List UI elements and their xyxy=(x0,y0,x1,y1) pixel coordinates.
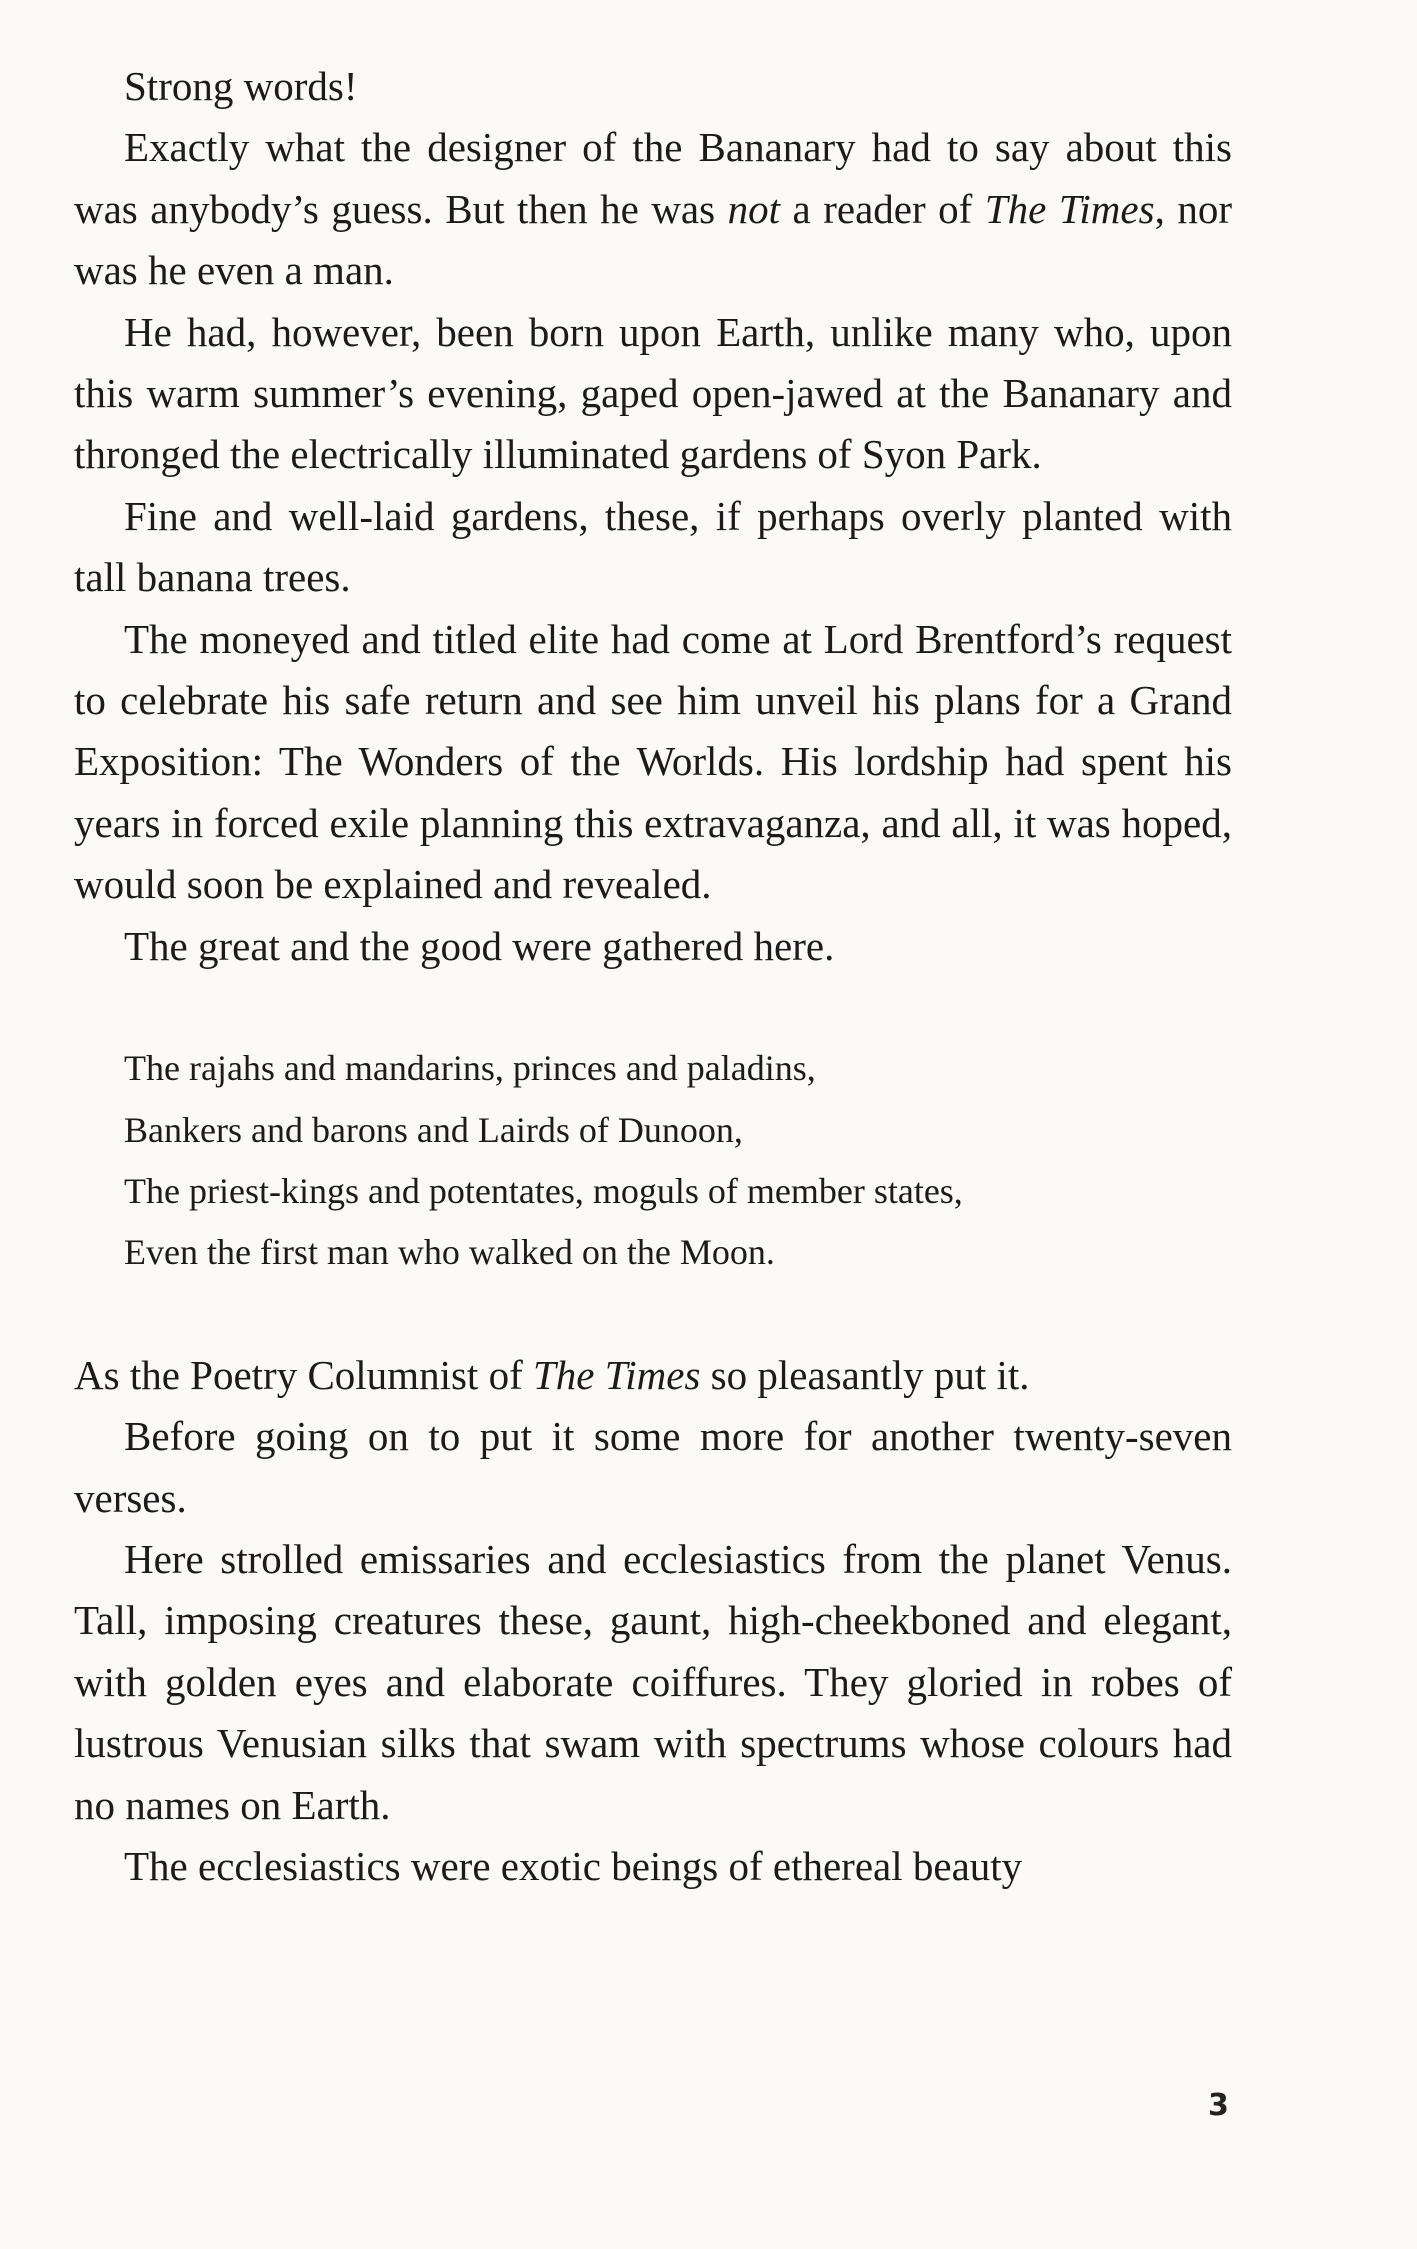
text-run: so pleasantly put it. xyxy=(700,1351,1030,1398)
page-number: 3 xyxy=(1208,2088,1229,2123)
text-run: , nor was he even a man. xyxy=(74,185,1233,294)
verse-line: Bankers and barons and Lairds of Dunoon, xyxy=(124,1109,743,1150)
paragraph: He had, however, been born upon Earth, unlike many who, upon this warm summer’s evening, gaped open-jawed at the Bananary and thronged the electrically illuminated gardens of Syon Park. xyxy=(74,308,1232,478)
publication-title: The Times xyxy=(984,185,1155,232)
verse-stanza xyxy=(124,1038,1232,1284)
publication-title: The Times xyxy=(532,1351,701,1398)
emphasis: not xyxy=(727,185,781,232)
paragraph xyxy=(74,1345,1232,1406)
verse-line: The rajahs and mandarins, princes and paladins, xyxy=(124,1048,816,1089)
paragraph: Strong words! xyxy=(124,63,358,109)
paragraph: Before going on to put it some more for another twenty-seven verses. xyxy=(74,1413,1232,1521)
text-run: Exactly what the designer of the Bananary had to say about this was anybody’s guess. But then he was xyxy=(74,124,1232,232)
paragraph: The great and the good were gathered here. xyxy=(124,922,835,969)
paragraph: The moneyed and titled elite had come at Lord Brentford’s request to celebrate his safe return and see him unveil his plans for a Grand Exposition: The Wonders of the Worlds. His lordship had spent his years in forced exile planning this extravaganza, and all, it was hoped, would soon be explained and revealed. xyxy=(74,615,1232,908)
verse-line: Even the first man who walked on the Moon. xyxy=(124,1232,775,1273)
text-run: a reader of xyxy=(780,185,985,232)
body-text xyxy=(74,56,1232,1897)
paragraph: Fine and well-laid gardens, these, if perhaps overly planted with tall banana trees. xyxy=(74,492,1232,601)
paragraph: Here strolled emissaries and ecclesiastics from the planet Venus. Tall, imposing creatures these, gaunt, high-cheekboned and elegant, with golden eyes and elaborate coiffures. They gloried in robes of lustrous Venusian silks that swam with spectrums whose colours had no names on Earth. xyxy=(74,1535,1232,1828)
paragraph xyxy=(74,117,1232,301)
text-run: As the Poetry Columnist of xyxy=(74,1351,533,1398)
verse-line: The priest-kings and potentates, moguls of member states, xyxy=(124,1170,963,1211)
paragraph: The ecclesiastics were exotic beings of ethereal beauty xyxy=(124,1842,1023,1889)
